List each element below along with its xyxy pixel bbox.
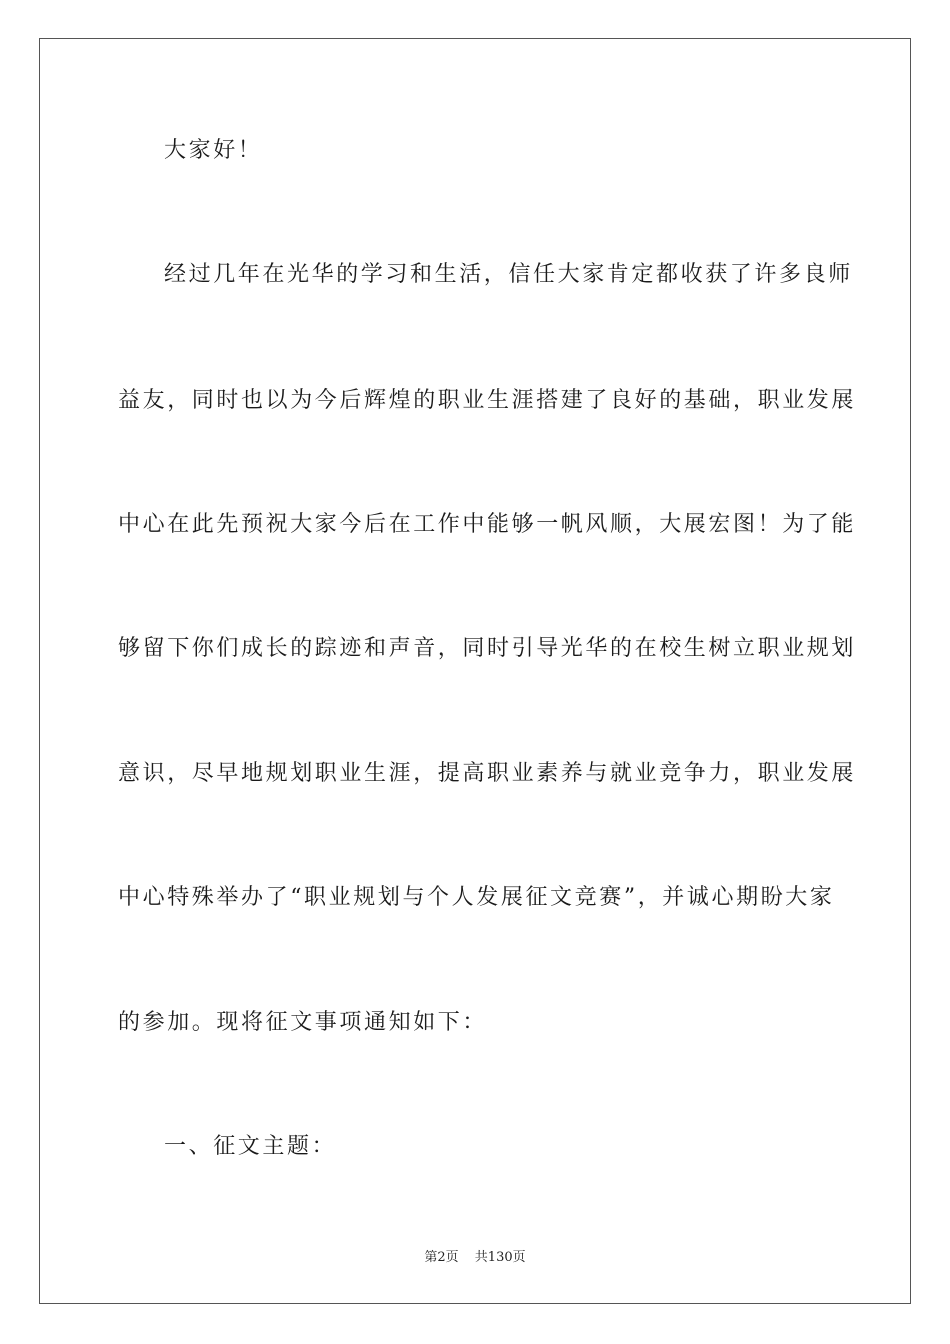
- page-border: [39, 38, 911, 1304]
- greeting: 大家好！: [164, 138, 263, 163]
- paragraph-line: 益友，同时也以为今后辉煌的职业生涯搭建了良好的基础，职业发展: [118, 388, 857, 413]
- paragraph-line: 的参加。现将征文事项通知如下：: [118, 1010, 488, 1035]
- paragraph-line: 意识，尽早地规划职业生涯，提高职业素养与就业竞争力，职业发展: [118, 761, 857, 786]
- paragraph-line: 经过几年在光华的学习和生活，信任大家肯定都收获了许多良师: [164, 262, 853, 287]
- page-number: 第2页: [424, 1250, 459, 1265]
- paragraph-line: 中心在此先预祝大家今后在工作中能够一帆风顺，大展宏图！为了能: [118, 512, 857, 537]
- page-total: 共130页: [474, 1250, 526, 1265]
- section-heading: 一、征文主题：: [164, 1134, 337, 1159]
- paragraph-line: 够留下你们成长的踪迹和声音，同时引导光华的在校生树立职业规划: [118, 636, 857, 661]
- page-footer: [0, 1246, 950, 1265]
- paragraph-line: 中心特殊举办了“职业规划与个人发展征文竞赛”，并诚心期盼大家: [118, 885, 835, 910]
